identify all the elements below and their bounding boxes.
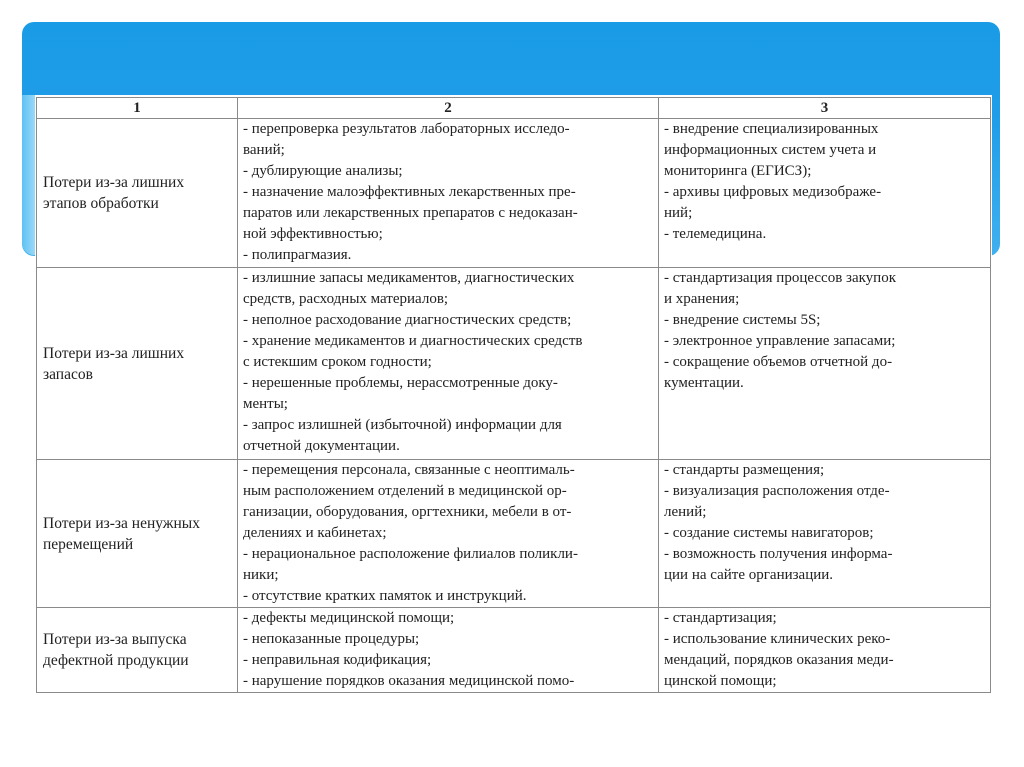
cell-text-line: - архивы цифровых медизображе- bbox=[664, 184, 882, 200]
cell-text-line: - перепроверка результатов лабораторных исследо- bbox=[243, 121, 570, 137]
table-row bbox=[37, 268, 991, 460]
cell-text-line: - визуализация расположения отде- bbox=[664, 483, 890, 499]
cell-text-line: - электронное управление запасами; bbox=[664, 333, 896, 349]
cell-text-line: Потери из-за лишних bbox=[43, 174, 185, 191]
cell-text-line: - перемещения персонала, связанные с неоптималь- bbox=[243, 462, 575, 478]
cell-text-line: средств, расходных материалов; bbox=[243, 291, 449, 307]
category-cell bbox=[37, 460, 238, 608]
cell-text-line: ганизации, оборудования, оргтехники, мебели в от- bbox=[243, 504, 572, 520]
cell-text-line: - хранение медикаментов и диагностических средств bbox=[243, 333, 583, 349]
column-header: 3 bbox=[659, 98, 991, 119]
cell-text-line: - использование клинических реко- bbox=[664, 631, 891, 647]
cell-text-line: Потери из-за ненужных bbox=[43, 514, 200, 532]
cell-text-line: менты; bbox=[243, 396, 288, 412]
cell-text-line: и хранения; bbox=[664, 291, 740, 307]
causes-cell bbox=[238, 119, 659, 268]
cell-text-line: ным расположением отделений в медицинской ор- bbox=[243, 483, 567, 499]
cell-text-line: - полипрагмазия. bbox=[243, 247, 352, 263]
cell-text-line: отчетной документации. bbox=[243, 438, 400, 454]
category-cell bbox=[37, 119, 238, 268]
causes-cell bbox=[238, 608, 659, 693]
cell-text-line: ции на сайте организации. bbox=[664, 567, 834, 583]
causes-cell bbox=[238, 268, 659, 460]
cell-text-line: этапов обработки bbox=[43, 195, 159, 212]
waste-table bbox=[36, 97, 991, 693]
cell-text-line: - назначение малоэффективных лекарственных пре- bbox=[243, 184, 576, 200]
category-cell bbox=[37, 268, 238, 460]
cell-text-line: - внедрение специализированных bbox=[664, 121, 879, 137]
cell-text-line: Потери из-за лишних bbox=[43, 344, 185, 362]
cell-text-line: цинской помощи; bbox=[664, 673, 777, 689]
solutions-cell bbox=[659, 460, 991, 608]
cell-text-line: Потери из-за выпуска bbox=[43, 631, 187, 648]
cell-text-line: делениях и кабинетах; bbox=[243, 525, 387, 541]
cell-text-line: - внедрение системы 5S; bbox=[664, 312, 821, 328]
column-header: 1 bbox=[37, 98, 238, 119]
cell-text-line: кументации. bbox=[664, 375, 744, 391]
cell-text-line: ной эффективностью; bbox=[243, 226, 383, 242]
cell-text-line: - отсутствие кратких памяток и инструкций. bbox=[243, 588, 527, 604]
table-row bbox=[37, 608, 991, 693]
cell-text-line: - стандартизация; bbox=[664, 610, 777, 626]
cell-text-line: - неполное расходование диагностических средств; bbox=[243, 312, 572, 328]
solutions-cell bbox=[659, 268, 991, 460]
cell-text-line: - непоказанные процедуры; bbox=[243, 631, 420, 647]
cell-text-line: - нерациональное расположение филиалов поликли- bbox=[243, 546, 578, 562]
solutions-cell bbox=[659, 119, 991, 268]
cell-text-line: - возможность получения информа- bbox=[664, 546, 893, 562]
cell-text-line: мониторинга (ЕГИСЗ); bbox=[664, 163, 812, 179]
waste-table-image bbox=[35, 95, 992, 693]
cell-text-line: - дублирующие анализы; bbox=[243, 163, 403, 179]
cell-text-line: лений; bbox=[664, 504, 707, 520]
cell-text-line: - неправильная кодификация; bbox=[243, 652, 432, 668]
cell-text-line: ваний; bbox=[243, 142, 285, 158]
cell-text-line: запасов bbox=[43, 365, 93, 383]
banner-accent bbox=[22, 95, 36, 255]
cell-text-line: - запрос излишней (избыточной) информации для bbox=[243, 417, 562, 433]
cell-text-line: информационных систем учета и bbox=[664, 142, 877, 158]
solutions-cell bbox=[659, 608, 991, 693]
column-header: 2 bbox=[238, 98, 659, 119]
category-cell bbox=[37, 608, 238, 693]
cell-text-line: - дефекты медицинской помощи; bbox=[243, 610, 455, 626]
cell-text-line: - нарушение порядков оказания медицинской помо- bbox=[243, 673, 575, 689]
table-row bbox=[37, 119, 991, 268]
cell-text-line: - нерешенные проблемы, нерассмотренные доку- bbox=[243, 375, 558, 391]
causes-cell bbox=[238, 460, 659, 608]
cell-text-line: - стандарты размещения; bbox=[664, 462, 825, 478]
cell-text-line: дефектной продукции bbox=[43, 652, 189, 669]
cell-text-line: - создание системы навигаторов; bbox=[664, 525, 874, 541]
cell-text-line: перемещений bbox=[43, 535, 134, 553]
cell-text-line: мендаций, порядков оказания меди- bbox=[664, 652, 894, 668]
cell-text-line: - излишние запасы медикаментов, диагностических bbox=[243, 270, 575, 286]
cell-text-line: ники; bbox=[243, 567, 279, 583]
cell-text-line: паратов или лекарственных препаратов с недоказан- bbox=[243, 205, 578, 221]
cell-text-line: ний; bbox=[664, 205, 693, 221]
cell-text-line: - сокращение объемов отчетной до- bbox=[664, 354, 893, 370]
cell-text-line: с истекшим сроком годности; bbox=[243, 354, 432, 370]
cell-text-line: - телемедицина. bbox=[664, 226, 767, 242]
table-header-row bbox=[37, 98, 991, 119]
cell-text-line: - стандартизация процессов закупок bbox=[664, 270, 896, 286]
table-row bbox=[37, 460, 991, 608]
